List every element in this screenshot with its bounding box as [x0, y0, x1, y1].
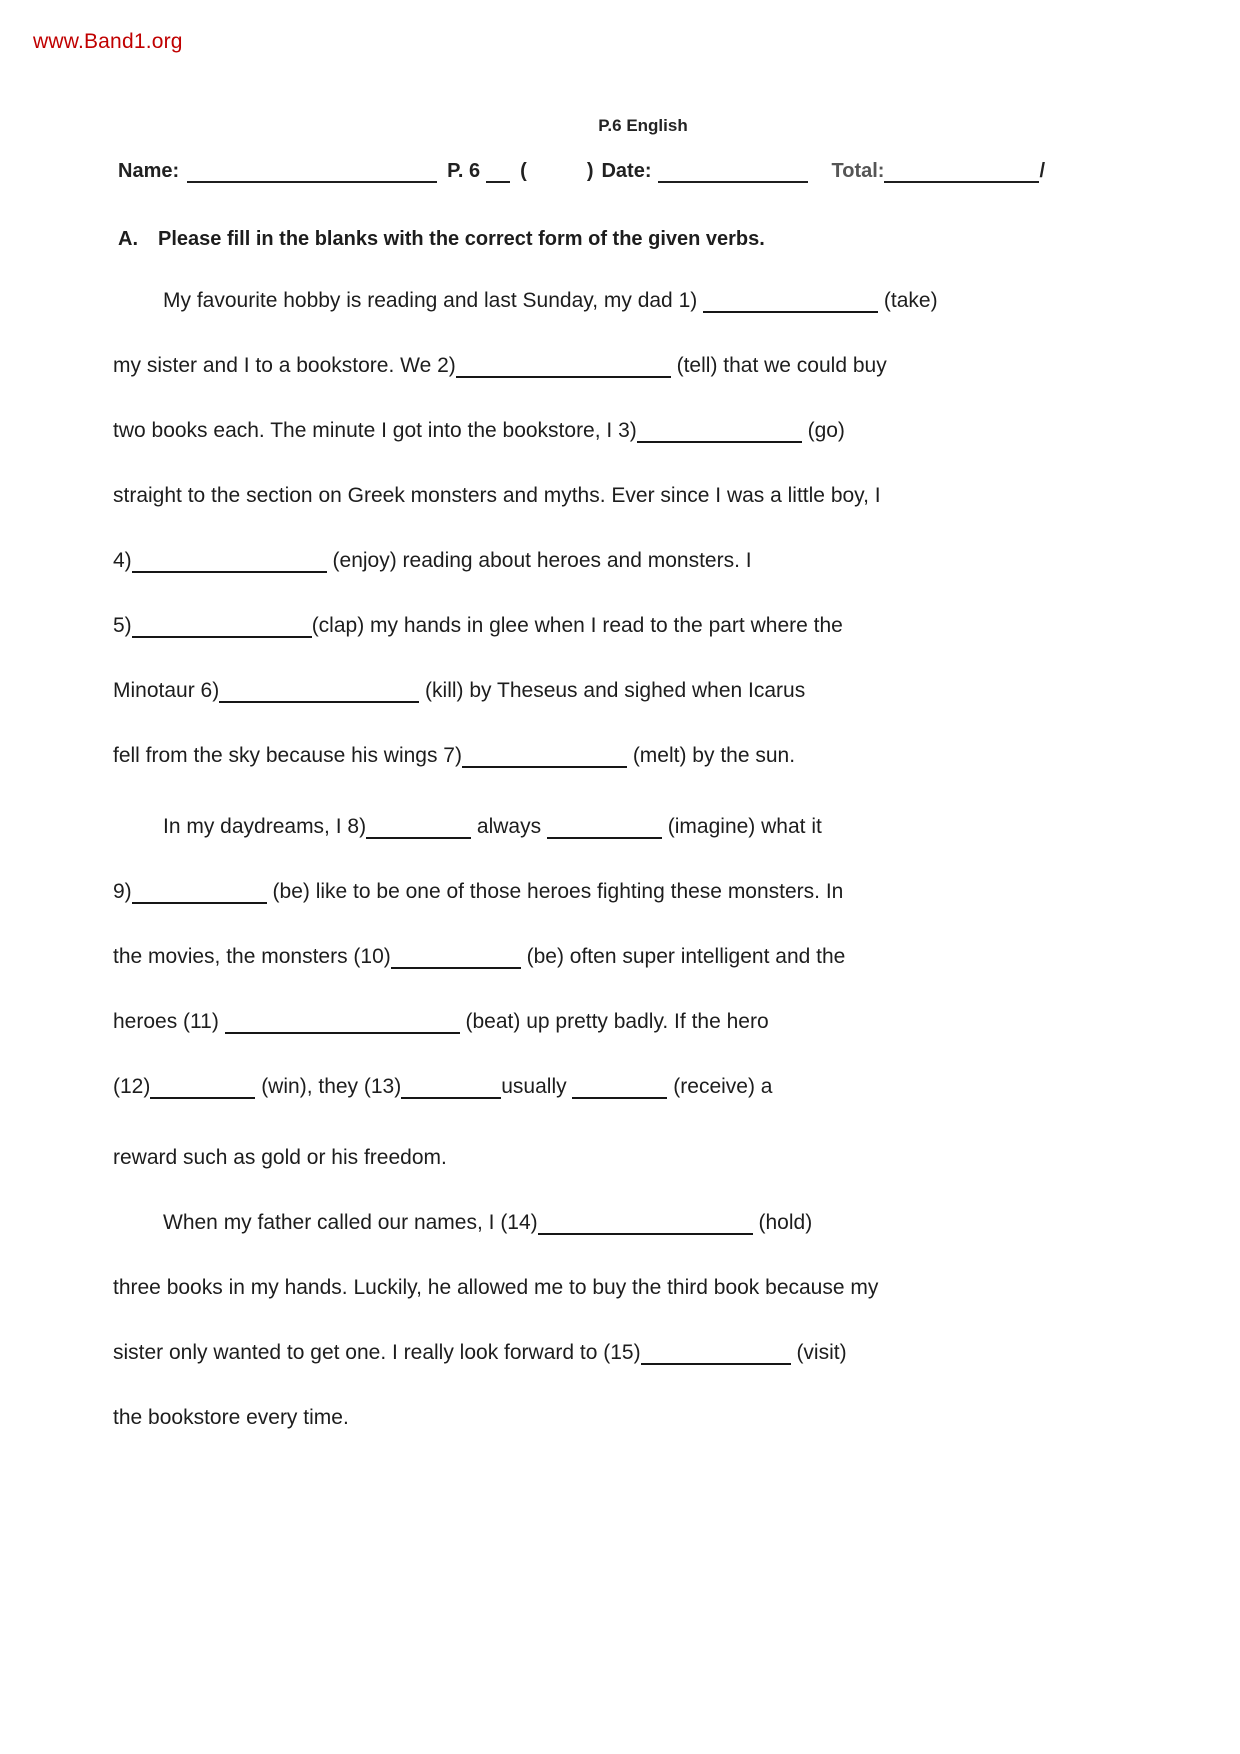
- passage-line: [113, 1170, 1152, 1235]
- passage-text: sister only wanted to get one. I really look forward to (15): [113, 1341, 641, 1364]
- name-label: Name:: [118, 160, 180, 182]
- passage-line: [113, 443, 1152, 508]
- fill-in-blank: [219, 696, 419, 703]
- total-slash: /: [1039, 160, 1046, 182]
- passage-text: (12): [113, 1075, 151, 1098]
- passage-line: [113, 1365, 1152, 1430]
- passage-text: (visit): [790, 1341, 847, 1364]
- total-blank: [884, 175, 1039, 183]
- date-blank: [658, 175, 808, 183]
- passage-line: [113, 1300, 1152, 1365]
- passage-text: fell from the sky because his wings 7): [113, 744, 462, 767]
- passage-line: [113, 1235, 1152, 1300]
- passage-text: In my daydreams, I 8): [163, 815, 367, 838]
- passage-line: [113, 904, 1152, 969]
- passage-text: straight to the section on Greek monsters and myths. Ever since I was a little boy, I: [113, 484, 881, 507]
- passage-text: (tell) that we could buy: [670, 354, 887, 377]
- passage-text: 4): [113, 549, 132, 572]
- passage-line: [113, 703, 1152, 768]
- fill-in-blank: [637, 436, 802, 443]
- passage-text: usually: [501, 1075, 573, 1098]
- fill-in-blank: [641, 1358, 791, 1365]
- fill-in-blank: [401, 1092, 501, 1099]
- passage-text: (take): [878, 289, 938, 312]
- fill-in-blank: [132, 566, 327, 573]
- passage-text: (clap) my hands in glee when I read to the part where the: [311, 614, 843, 637]
- fill-in-blank: [538, 1228, 753, 1235]
- passage-text: reward such as gold or his freedom.: [113, 1146, 447, 1169]
- name-blank: [187, 175, 437, 183]
- passage-text: (kill) by Theseus and sighed when Icarus: [419, 679, 806, 702]
- passage-text: always: [471, 815, 547, 838]
- info-line: [118, 160, 1154, 183]
- watermark-text: www.Band1.org: [33, 30, 183, 53]
- class-number-blank: [486, 175, 510, 183]
- fill-in-blank: [225, 1027, 460, 1034]
- passage-text: (be) like to be one of those heroes fighting these monsters. In: [266, 880, 844, 903]
- fill-in-blank: [132, 897, 267, 904]
- passage-text: heroes (11): [113, 1010, 225, 1033]
- passage-text: (imagine) what it: [661, 815, 822, 838]
- passage-text: When my father called our names, I (14): [163, 1211, 538, 1234]
- passage-text: two books each. The minute I got into the bookstore, I 3): [113, 419, 637, 442]
- passage-text: (hold): [752, 1211, 813, 1234]
- fill-in-blank: [456, 371, 671, 378]
- fill-in-blank: [132, 631, 312, 638]
- passage-line: [113, 969, 1152, 1034]
- section-letter: A.: [118, 228, 138, 250]
- passage-text: 5): [113, 614, 132, 637]
- passage-line: [113, 1105, 1152, 1170]
- class-paren-open: (: [520, 160, 527, 182]
- passage-text: the bookstore every time.: [113, 1406, 349, 1429]
- passage-line: [113, 248, 1152, 313]
- fill-in-blank: [462, 761, 627, 768]
- passage-line: [113, 573, 1152, 638]
- passage-text: (be) often super intelligent and the: [520, 945, 846, 968]
- passage-text: (receive) a: [667, 1075, 773, 1098]
- fill-in-blank: [391, 962, 521, 969]
- fill-in-blank: [703, 306, 878, 313]
- passage-text: three books in my hands. Luckily, he allowed me to buy the third book because my: [113, 1276, 879, 1299]
- passage-line: [113, 313, 1152, 378]
- passage-text: my sister and I to a bookstore. We 2): [113, 354, 456, 377]
- passage-line: [113, 839, 1152, 904]
- passage-line: [113, 774, 1152, 839]
- passage-line: [113, 378, 1152, 443]
- passage-line: [113, 1034, 1152, 1099]
- total-label: Total:: [831, 160, 885, 182]
- passage-text: (win), they (13): [255, 1075, 402, 1098]
- fill-in-blank: [547, 832, 662, 839]
- fill-in-blank: [366, 832, 471, 839]
- passage-line: [113, 638, 1152, 703]
- section-instruction: Please fill in the blanks with the correct form of the given verbs.: [158, 228, 765, 250]
- class-label: P. 6: [447, 160, 481, 182]
- fill-in-blank: [572, 1092, 667, 1099]
- passage: [113, 248, 1152, 1430]
- passage-text: (melt) by the sun.: [626, 744, 796, 767]
- passage-text: the movies, the monsters (10): [113, 945, 391, 968]
- class-paren-close: ): [586, 160, 594, 182]
- passage-text: 9): [113, 880, 132, 903]
- page-title: P.6 English: [598, 116, 688, 135]
- passage-text: (beat) up pretty badly. If the hero: [459, 1010, 769, 1033]
- passage-text: My favourite hobby is reading and last Sunday, my dad 1): [163, 289, 704, 312]
- fill-in-blank: [150, 1092, 255, 1099]
- passage-text: (go): [801, 419, 845, 442]
- date-label: Date:: [601, 160, 652, 182]
- passage-text: (enjoy) reading about heroes and monsters. I: [326, 549, 752, 572]
- passage-line: [113, 508, 1152, 573]
- passage-text: Minotaur 6): [113, 679, 220, 702]
